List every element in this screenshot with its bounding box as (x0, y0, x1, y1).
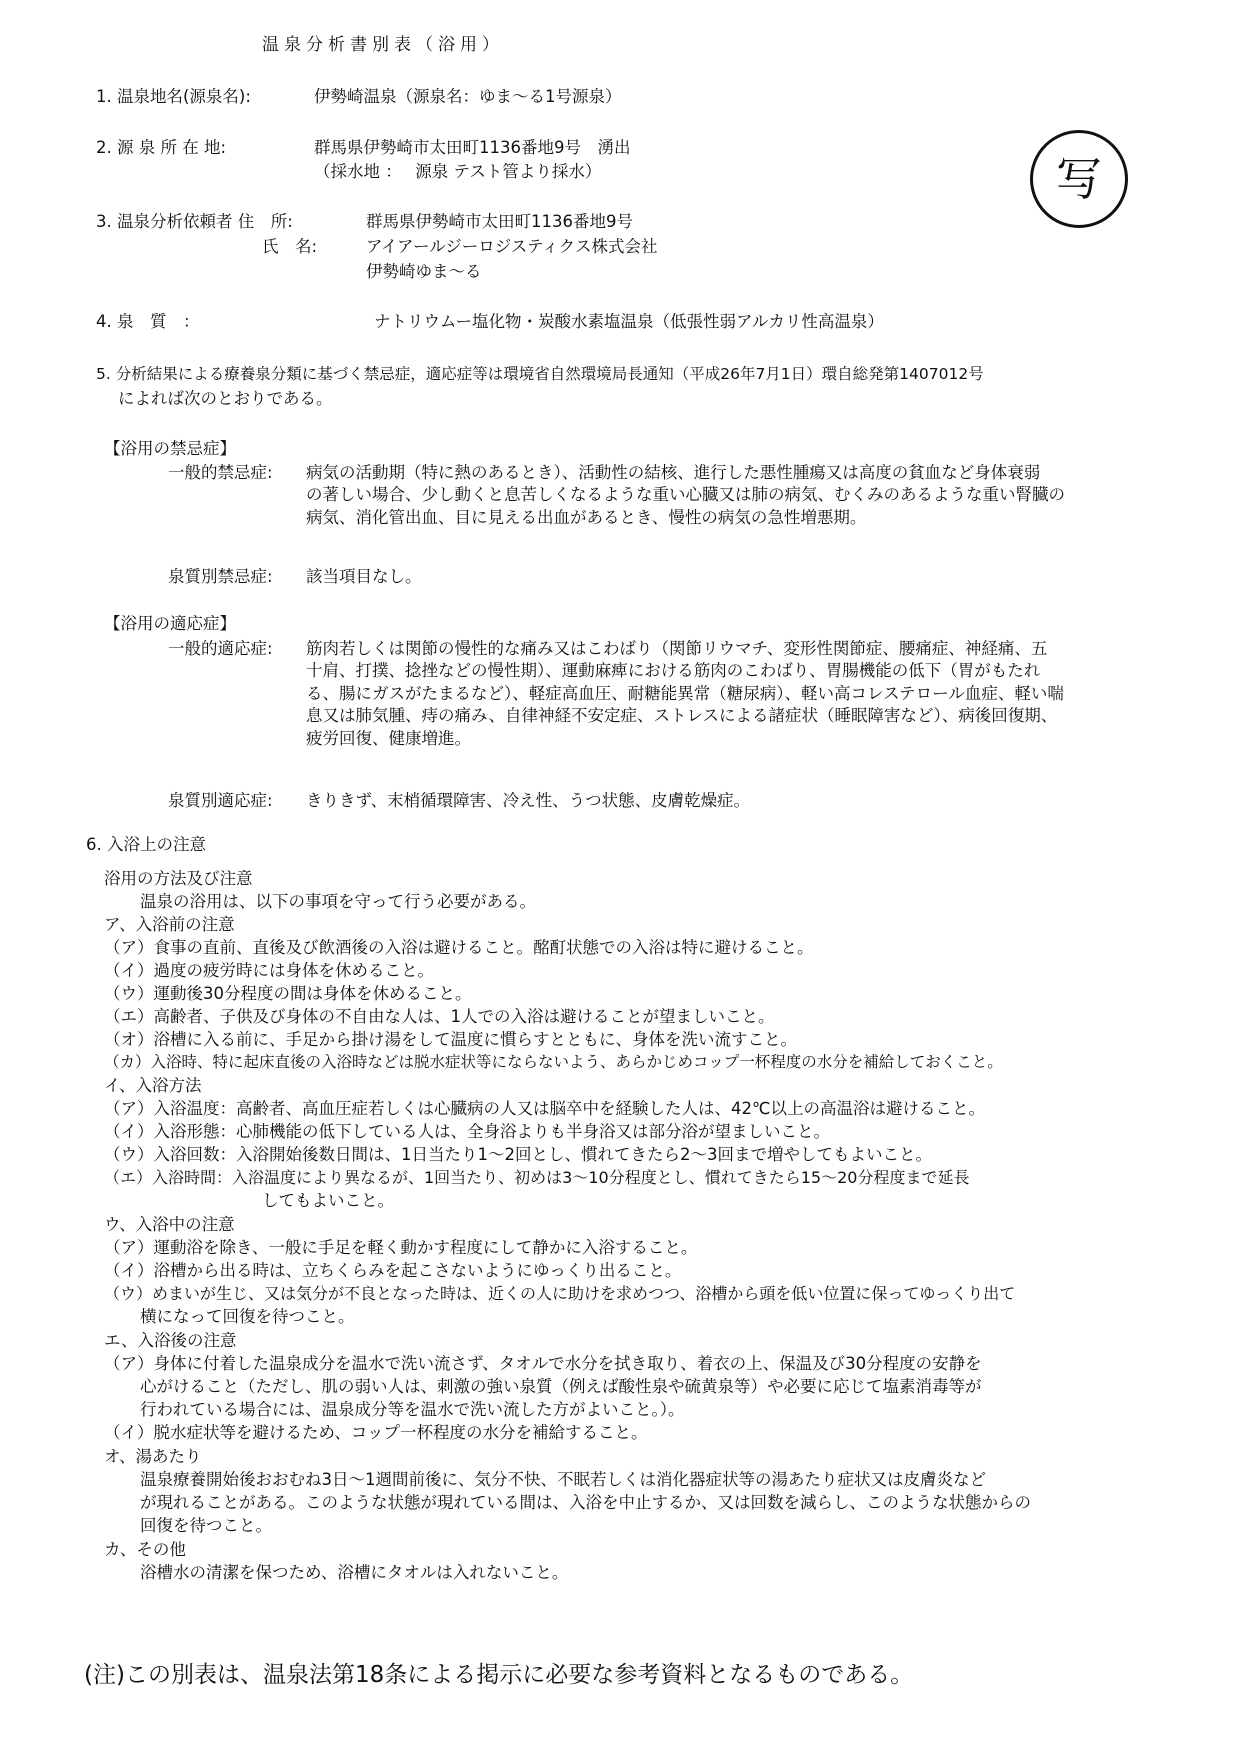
general-indications-label: 一般的適応症: (168, 639, 273, 658)
spring-quality-label: 4. 泉 質 ： (96, 312, 200, 331)
source-location-line2: （採水地 ： 源泉 テスト管より採水） (314, 162, 602, 181)
precaution-line: （オ）浴槽に入る前に、手足から掛け湯をして温度に慣らすとともに、身体を洗い流すこと。 (104, 1030, 797, 1049)
copy-stamp: 写 (1030, 130, 1128, 228)
precaution-line: してもよいこと。 (262, 1191, 394, 1210)
precaution-line: エ、入浴後の注意 (104, 1331, 237, 1350)
requester-name-label: 氏 名: (262, 237, 318, 256)
precaution-line: （ウ）入浴回数：入浴開始後数日間は、1日当たり1〜2回とし、慣れてきたら2〜3回まで増やしてもよいこと。 (104, 1145, 932, 1164)
document-title: 温泉分析書別表（浴用） (262, 35, 504, 55)
precaution-line: （イ）入浴形態：心肺機能の低下している人は、全身浴よりも半身浴又は部分浴が望ましいこと。 (104, 1122, 830, 1141)
precaution-line: カ、その他 (104, 1540, 186, 1559)
text-line: 病気、消化管出血、目に見える出血があるとき、慢性の病気の急性増悪期。 (306, 507, 867, 527)
precaution-line: （エ）高齢者、子供及び身体の不自由な人は、1人での入浴は避けることが望ましいこと。 (104, 1007, 775, 1026)
precaution-line: ア、入浴前の注意 (104, 915, 235, 934)
precaution-line: （イ）過度の疲労時には身体を休めること。 (104, 961, 434, 980)
specific-contraindications-label: 泉質別禁忌症: (168, 567, 273, 586)
specific-indications-label: 泉質別適応症: (168, 791, 273, 810)
text-line: 疲労回復、健康増進。 (306, 728, 471, 748)
precaution-line: （ア）身体に付着した温泉成分を温水で洗い流さず、タオルで水分を拭き取り、着衣の上、保温及び30分程度の安静を (104, 1354, 982, 1373)
footnote: (注)この別表は、温泉法第18条による掲示に必要な参考資料となるものである。 (84, 1662, 914, 1688)
source-location-line1: 群馬県伊勢崎市太田町1136番地9号 湧出 (314, 138, 631, 157)
general-contraindications-text (306, 462, 1065, 529)
precaution-line: 温泉療養開始後おおむね3日〜1週間前後に、気分不快、不眠若しくは消化器症状等の湯あたり症状又は皮膚炎など (140, 1470, 986, 1489)
spring-quality-value: ナトリウムー塩化物・炭酸水素塩温泉（低張性弱アルカリ性高温泉） (374, 312, 884, 331)
general-indications-text (306, 638, 1064, 750)
location-name-label: 1. 温泉地名(源泉名): (96, 87, 251, 106)
requester-name-line1: アイアールジーロジスティクス株式会社 (366, 237, 658, 256)
location-name-value: 伊勢崎温泉（源泉名：ゆま〜る1号源泉） (314, 87, 622, 106)
text-line: の著しい場合、少し動くと息苦しくなるような重い心臓又は肺の病気、むくみのあるような重い腎臓の (306, 485, 1065, 505)
precaution-line: 行われている場合には、温泉成分等を温水で洗い流した方がよいこと。）。 (140, 1400, 685, 1419)
precaution-line: （イ）脱水症状等を避けるため、コップ一杯程度の水分を補給すること。 (104, 1423, 648, 1442)
precaution-line: （イ）浴槽から出る時は、立ちくらみを起こさないようにゆっくり出ること。 (104, 1261, 682, 1280)
classification-line1: 5. 分析結果による療養泉分類に基づく禁忌症，適応症等は環境省自然環境局長通知（平成26年7月1日）環自総発第1407012号 (96, 365, 984, 383)
precaution-line: （カ）入浴時、特に起床直後の入浴時などは脱水症状等にならないよう、あらかじめコップ一杯程度の水分を補給しておくこと。 (104, 1053, 1003, 1071)
precaution-line: ウ、入浴中の注意 (104, 1215, 235, 1234)
text-line: る、腸にガスがたまるなど）、軽症高血圧、耐糖能異常（糖尿病）、軽い高コレステロール血症、軽い喘 (306, 683, 1064, 703)
precaution-line: オ、湯あたり (104, 1447, 202, 1466)
specific-indications-value: きりきず、末梢循環障害、冷え性、うつ状態、皮膚乾燥症。 (306, 791, 751, 810)
requester-address: 群馬県伊勢崎市太田町1136番地9号 (366, 212, 633, 231)
precaution-line: （ア）運動浴を除き、一般に手足を軽く動かす程度にして静かに入浴すること。 (104, 1238, 698, 1257)
text-line: 息又は肺気腫、痔の痛み、自律神経不安定症、ストレスによる諸症状（睡眠障害など）、病後回復期、 (306, 706, 1058, 726)
specific-contraindications-value: 該当項目なし。 (306, 567, 422, 586)
text-line: 十肩、打撲、捻挫などの慢性期）、運動麻痺における筋肉のこわばり、胃腸機能の低下（胃がもたれ (306, 661, 1041, 681)
precaution-line: （ア）食事の直前、直後及び飲酒後の入浴は避けること。酩酊状態での入浴は特に避けること。 (104, 938, 814, 957)
precaution-line: （ウ）運動後30分程度の間は身体を休めること。 (104, 984, 472, 1003)
text-line: 病気の活動期（特に熱のあるとき）、活動性の結核、進行した悪性腫瘍又は高度の貧血など身体衰弱 (306, 463, 1041, 482)
precaution-line: 浴槽水の清潔を保つため、浴槽にタオルは入れないこと。 (140, 1563, 569, 1582)
precaution-line: 横になって回復を待つこと。 (140, 1307, 355, 1326)
precaution-line: 回復を待つこと。 (140, 1516, 272, 1535)
precaution-line: （エ）入浴時間：入浴温度により異なるが、1回当たり、初めは3〜10分程度とし、慣れてきたら15〜20分程度まで延長 (104, 1168, 970, 1187)
precaution-line: 浴用の方法及び注意 (104, 869, 253, 888)
general-contraindications-label: 一般的禁忌症: (168, 463, 273, 482)
precaution-line: （ウ）めまいが生じ、又は気分が不良となった時は、近くの人に助けを求めつつ、浴槽から頭を低い位置に保ってゆっくり出て (104, 1284, 1016, 1303)
precaution-line: イ、入浴方法 (104, 1076, 202, 1095)
precaution-line: が現れることがある。このような状態が現れている間は、入浴を中止するか、又は回数を減らし、このような状態からの (140, 1493, 1031, 1512)
text-line: 筋肉若しくは関節の慢性的な痛み又はこわばり（関節リウマチ、変形性関節症、腰痛症、神経痛、五 (306, 639, 1048, 658)
indications-heading: 【浴用の適応症】 (104, 614, 236, 633)
source-location-label: 2. 源 泉 所 在 地: (96, 138, 227, 157)
contraindications-heading: 【浴用の禁忌症】 (104, 439, 236, 458)
precautions-heading: 6. 入浴上の注意 (86, 835, 206, 854)
requester-name-line2: 伊勢崎ゆま〜る (366, 262, 482, 281)
precaution-line: （ア）入浴温度：高齢者、高血圧症若しくは心臓病の人又は脳卒中を経験した人は、42℃以上の高温浴は避けること。 (104, 1099, 986, 1118)
precaution-line: 心がけること（ただし、肌の弱い人は、刺激の強い泉質（例えば酸性泉や硫黄泉等）や必要に応じて塩素消毒等が (140, 1377, 982, 1396)
requester-label: 3. 温泉分析依頼者 住 所: (96, 212, 293, 231)
classification-line2: によれば次のとおりである。 (118, 389, 333, 408)
precaution-line: 温泉の浴用は、以下の事項を守って行う必要がある。 (140, 892, 536, 911)
